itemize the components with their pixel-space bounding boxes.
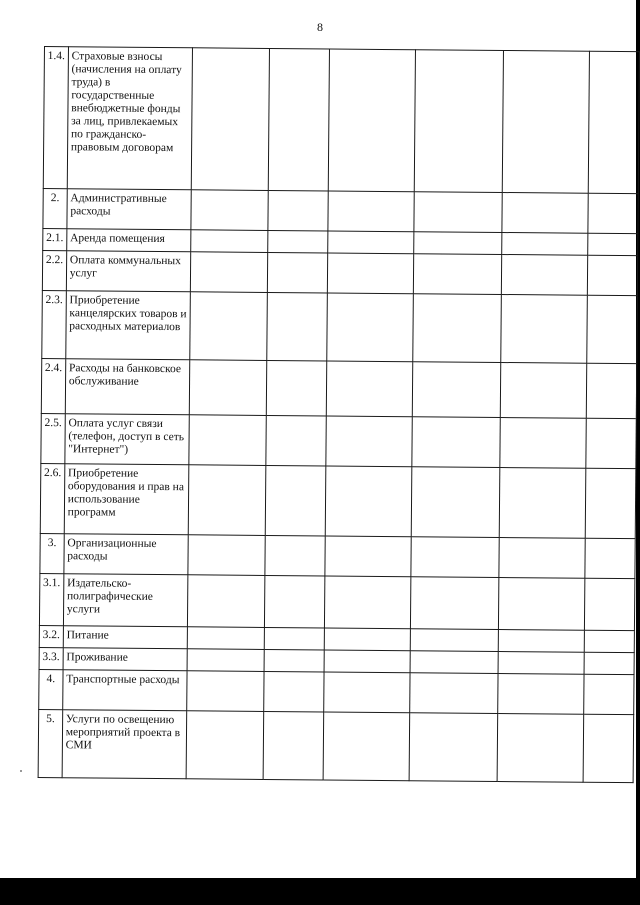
cell-empty [588,51,640,193]
cell-empty [323,672,409,713]
cell-empty [414,192,502,233]
cell-empty [410,577,498,630]
cell-empty [409,713,498,782]
cell-empty [266,360,326,416]
cell-empty [498,651,584,674]
cell-empty [411,537,499,578]
cell-empty [324,650,410,673]
cell-empty [409,673,497,714]
cell-empty [327,253,413,294]
row-name: Оплата коммунальных услуг [66,251,191,292]
cell-empty [264,649,324,672]
cell-empty [324,628,410,651]
cell-empty [323,712,410,781]
cell-empty [586,418,637,468]
table-row [42,250,637,295]
row-name: Организационные расходы [64,534,189,575]
cell-empty [264,671,324,712]
row-number: 2.4. [41,358,65,413]
cell-empty [190,360,267,416]
cell-empty [268,190,328,231]
row-number: 2.1. [43,228,67,250]
row-name: Аренда помещения [66,229,191,252]
cell-empty [501,233,587,256]
cell-empty [189,415,266,466]
cell-empty [501,254,587,295]
cell-empty [587,233,637,255]
cell-empty [328,191,414,232]
row-name: Издательско-полиграфические услуги [63,574,188,627]
table-row [43,47,639,194]
cell-empty [583,714,634,782]
cell-empty [498,577,584,630]
row-number: 3.1. [39,573,63,625]
scan-speck [20,770,22,772]
scan-edge-bottom [0,878,640,905]
cell-empty [586,295,637,363]
cell-empty [265,535,325,576]
table-row [41,358,636,418]
cell-empty [327,231,413,254]
row-number: 1.4. [43,47,68,189]
cell-empty [584,578,635,630]
cell-empty [500,294,587,363]
row-number: 2.2. [42,250,66,290]
cell-empty [412,417,500,468]
cell-empty [324,576,410,629]
cell-empty [264,627,324,650]
cell-empty [188,535,265,576]
row-name: Страховые взносы (начисления на оплату труда) в государственные внебюджетные фонды за лиц, привлекаемых по гражданско-правовым договорам [67,47,193,190]
cell-empty [412,362,500,418]
row-number: 4. [39,669,63,709]
cell-empty [585,468,636,538]
cell-empty [267,252,327,293]
row-name: Оплата услуг связи (телефон, доступ в сеть "Интернет") [65,414,190,465]
cell-empty [187,649,264,672]
cell-empty [326,361,413,417]
cell-empty [499,467,586,538]
table-row [39,669,634,714]
cell-empty [191,190,268,231]
table-row [39,573,634,630]
row-name: Питание [63,626,188,649]
cell-empty [187,671,264,712]
cell-empty [263,711,323,780]
row-name: Приобретение канцелярских товаров и расходных материалов [66,291,191,360]
cell-empty [191,230,268,253]
cell-empty [586,363,637,418]
cell-empty [188,575,265,628]
cell-empty [187,711,264,780]
row-number: 3. [40,533,64,573]
cell-empty [500,362,587,418]
cell-empty [264,575,324,628]
cell-empty [189,465,266,536]
cell-empty [325,466,412,537]
table-row [42,290,638,363]
cell-empty [587,255,638,295]
cell-empty [190,292,267,361]
cell-empty [192,48,270,191]
cell-empty [267,292,327,361]
row-number: 2.5. [41,413,65,463]
cell-empty [413,254,501,295]
cell-empty [188,627,265,650]
page-number: 8 [317,20,323,34]
cell-empty [497,713,584,782]
cell-empty [411,467,500,538]
cell-empty [268,48,329,191]
cell-empty [583,674,634,714]
row-name: Расходы на банковское обслуживание [65,359,190,415]
row-number: 3.2. [39,625,63,647]
row-number: 3.3. [39,647,63,669]
cell-empty [410,629,498,652]
cell-empty [588,193,639,233]
cell-empty [268,230,328,253]
row-number: 2. [43,188,67,228]
row-name: Услуги по освещению мероприятий проекта в СМИ [62,710,187,779]
cell-empty [413,232,501,255]
cell-empty [266,415,326,466]
table-row [41,413,636,468]
cell-empty [412,294,501,363]
row-number: 2.3. [42,290,66,358]
row-name: Проживание [63,648,188,671]
cell-empty [498,629,584,652]
cell-empty [502,193,588,234]
cell-empty [414,50,503,193]
cell-empty [502,51,589,194]
row-name: Транспортные расходы [62,670,187,711]
cell-empty [325,536,411,577]
cell-empty [500,417,586,468]
row-name: Административные расходы [67,189,192,230]
cell-empty [265,465,325,536]
cell-empty [584,652,634,674]
table-row [43,188,638,233]
cell-empty [191,252,268,293]
cell-empty [585,538,636,578]
cell-empty [410,651,498,674]
row-number: 5. [38,709,62,777]
cell-empty [326,293,413,362]
cell-empty [499,537,585,578]
cell-empty [584,630,634,652]
cell-empty [497,673,583,714]
cell-empty [326,416,412,467]
budget-table [38,46,640,783]
table-row [38,709,634,782]
row-number: 2.6. [40,463,64,533]
cell-empty [328,49,415,192]
table-row [40,463,636,538]
row-name: Приобретение оборудования и прав на использование программ [64,464,189,535]
table-row [40,533,635,578]
